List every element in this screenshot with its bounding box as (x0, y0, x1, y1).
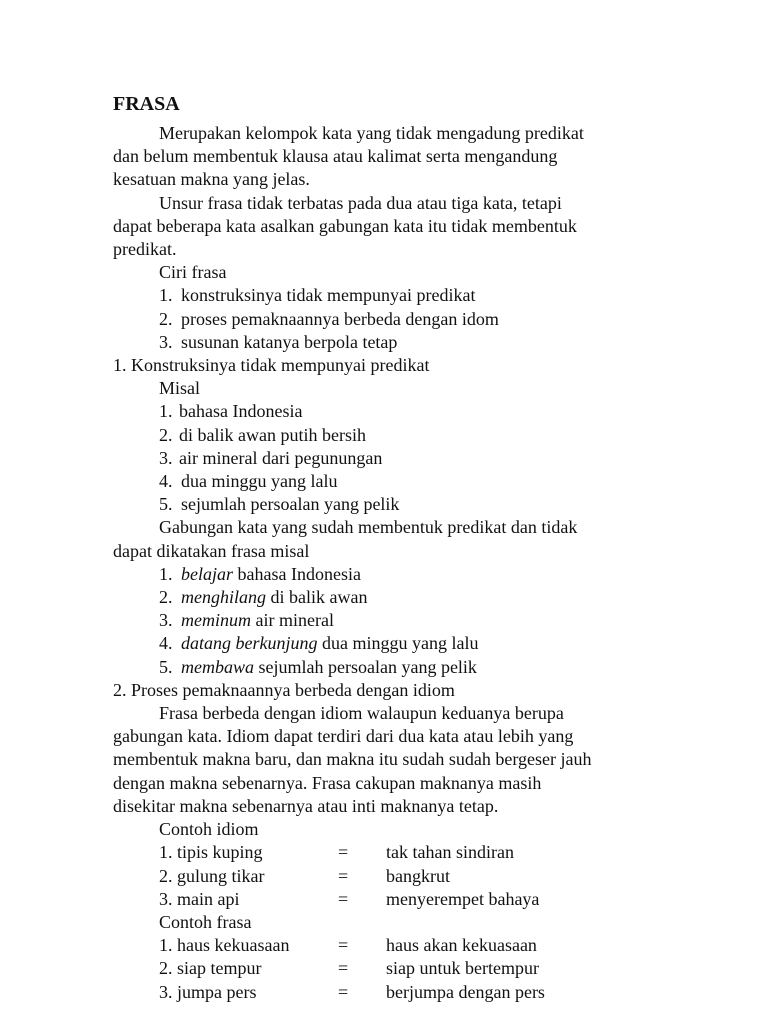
section-2-heading: 2. Proses pemaknaannya berbeda dengan idiom (113, 679, 455, 700)
idiom-meaning: bangkrut (386, 865, 450, 886)
list-number: 5. (159, 494, 173, 515)
equals-sign: = (338, 935, 349, 956)
equals-sign: = (338, 958, 349, 979)
frasa-label: Contoh frasa (159, 911, 252, 932)
list-text: sejumlah persoalan yang pelik (181, 494, 400, 515)
list-number: 4. (159, 471, 173, 492)
list-item (113, 609, 673, 632)
verb-italic: datang berkunjung (181, 633, 318, 654)
list-item (113, 331, 673, 354)
list-text: bahasa Indonesia (179, 401, 303, 422)
idiom-label: Contoh idiom (159, 819, 259, 840)
list-item (113, 586, 673, 609)
section-2-para-line-4: dengan makna sebenarnya. Frasa cakupan maknanya masih (113, 772, 542, 793)
idiom-row (113, 865, 673, 888)
idiom-row (113, 888, 673, 911)
intro-p2-line-2: dapat beberapa kata asalkan gabungan kata itu tidak membentuk (113, 215, 577, 236)
intro-p1-line-3: kesatuan makna yang jelas. (113, 169, 310, 190)
section-2-para-line-5: disekitar makna sebenarnya atau inti maknanya tetap. (113, 795, 499, 816)
list-item (113, 470, 673, 493)
list-number: 1. (159, 401, 173, 422)
equals-sign: = (338, 842, 349, 863)
section-1-para-line-2: dapat dikatakan frasa misal (113, 540, 310, 561)
list-text: di balik awan putih bersih (179, 424, 366, 445)
idiom-meaning: tak tahan sindiran (386, 842, 514, 863)
list-item (113, 447, 673, 470)
list-item (113, 308, 673, 331)
idiom-term: 3. main api (159, 888, 240, 909)
equals-sign: = (338, 865, 349, 886)
frasa-row (113, 981, 673, 1004)
verb-italic: belajar (181, 563, 233, 584)
idiom-meaning: menyerempet bahaya (386, 888, 540, 909)
list-text: dua minggu yang lalu (181, 471, 338, 492)
frasa-meaning: haus akan kekuasaan (386, 935, 537, 956)
list-text: dua minggu yang lalu (317, 633, 479, 654)
frasa-row (113, 957, 673, 980)
list-number: 4. (159, 633, 173, 654)
idiom-term: 2. gulung tikar (159, 865, 265, 886)
idiom-row (113, 841, 673, 864)
list-number: 2. (159, 424, 173, 445)
list-item (113, 632, 673, 655)
list-item (113, 656, 673, 679)
list-text: bahasa Indonesia (233, 563, 361, 584)
frasa-row (113, 934, 673, 957)
equals-sign: = (338, 888, 349, 909)
list-number: 3. (159, 447, 173, 468)
intro-p1-line-2: dan belum membentuk klausa atau kalimat serta mengandung (113, 146, 558, 167)
list-text: proses pemaknaannya berbeda dengan idom (181, 308, 499, 329)
section-1-para-line-1: Gabungan kata yang sudah membentuk predikat dan tidak (159, 517, 578, 538)
page-title: FRASA (113, 93, 180, 115)
list-number: 5. (159, 656, 173, 677)
list-number: 2. (159, 308, 173, 329)
frasa-term: 3. jumpa pers (159, 981, 257, 1002)
list-item (113, 400, 673, 423)
list-number: 3. (159, 610, 173, 631)
list-text: air mineral dari pegunungan (179, 447, 383, 468)
list-text: sejumlah persoalan yang pelik (254, 656, 477, 677)
intro-p1-line-1: Merupakan kelompok kata yang tidak mengadung predikat (159, 123, 584, 143)
frasa-meaning: berjumpa dengan pers (386, 981, 545, 1002)
list-number: 3. (159, 331, 173, 352)
list-text: di balik awan (266, 587, 368, 608)
list-number: 2. (159, 587, 173, 608)
list-number: 1. (159, 563, 173, 584)
section-1-heading: 1. Konstruksinya tidak mempunyai predikat (113, 355, 430, 376)
frasa-term: 2. siap tempur (159, 958, 262, 979)
list-text: air mineral (251, 610, 334, 631)
idiom-term: 1. tipis kuping (159, 842, 263, 863)
misal-label: Misal (159, 378, 201, 399)
intro-p2-line-3: predikat. (113, 239, 177, 260)
section-2-para-line-3: membentuk makna baru, dan makna itu sudah sudah bergeser jauh (113, 749, 592, 770)
list-number: 1. (159, 285, 173, 306)
verb-italic: membawa (181, 656, 254, 677)
intro-p2-line-1: Unsur frasa tidak terbatas pada dua atau tiga kata, tetapi (159, 192, 562, 213)
list-item (113, 563, 673, 586)
equals-sign: = (338, 981, 349, 1002)
verb-italic: menghilang (181, 587, 266, 608)
list-text: konstruksinya tidak mempunyai predikat (181, 285, 476, 306)
list-text: susunan katanya berpola tetap (181, 331, 398, 352)
list-item (113, 284, 673, 307)
frasa-term: 1. haus kekuasaan (159, 935, 290, 956)
document-page (113, 90, 673, 1004)
frasa-meaning: siap untuk bertempur (386, 958, 539, 979)
verb-italic: meminum (181, 610, 251, 631)
list-item (113, 493, 673, 516)
section-2-para-line-1: Frasa berbeda dengan idiom walaupun keduanya berupa (159, 703, 564, 724)
list-item (113, 424, 673, 447)
ciri-heading: Ciri frasa (159, 262, 227, 283)
section-2-para-line-2: gabungan kata. Idiom dapat terdiri dari dua kata atau lebih yang (113, 726, 574, 747)
